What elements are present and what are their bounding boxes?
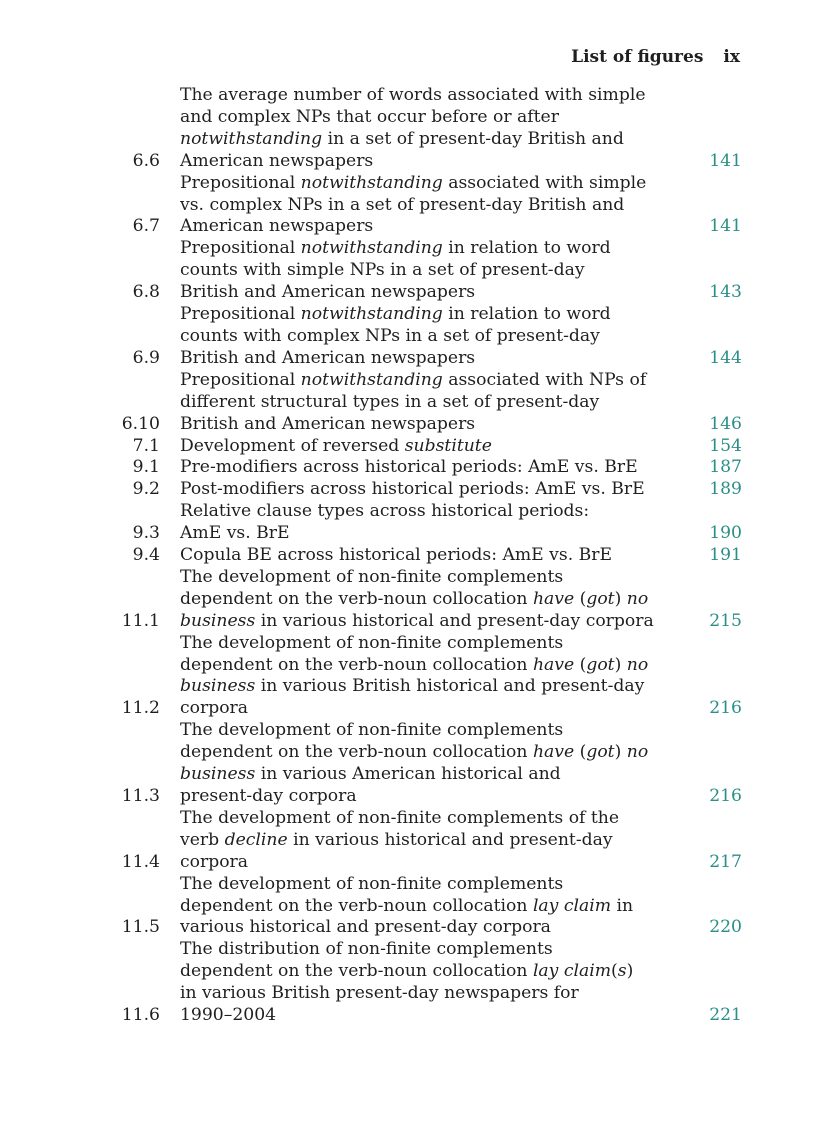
italic-term: have: [532, 654, 575, 675]
title-text: ): [614, 654, 627, 675]
figure-title-line: [180, 786, 642, 808]
figure-title-line: [180, 633, 642, 655]
figure-entry: [110, 874, 742, 940]
figure-title-line: [180, 567, 642, 589]
figure-page-number: 191: [709, 545, 742, 566]
italic-term: have: [532, 588, 575, 609]
figure-number: 11.6: [121, 1005, 160, 1026]
figure-number: 6.9: [132, 347, 160, 368]
title-text: (: [574, 742, 587, 763]
title-text: dependent on the verb-noun collocation: [180, 742, 533, 763]
title-text: The development of non-finite complements of the: [180, 807, 620, 828]
figure-page-number: 217: [709, 851, 742, 872]
title-text: in: [611, 895, 634, 916]
title-text: in relation to word: [442, 304, 611, 325]
title-text: present-day corpora: [180, 786, 357, 806]
title-text: dependent on the verb-noun collocation: [180, 961, 533, 982]
figure-title: [180, 545, 642, 567]
figure-entry: [110, 567, 742, 633]
figure-page-number: 141: [709, 216, 742, 237]
italic-term: got: [586, 742, 615, 763]
figure-number: 6.7: [132, 216, 160, 237]
italic-term: s: [617, 961, 627, 982]
title-text: corpora: [180, 698, 249, 719]
title-text: The development of non-finite complements: [180, 632, 564, 653]
figure-title-line: [180, 830, 642, 852]
italic-term: got: [586, 654, 615, 675]
figure-page-number: 146: [709, 413, 742, 434]
title-text: in relation to word: [442, 238, 611, 259]
list-of-figures: [110, 85, 742, 1027]
figure-title-line: [180, 1005, 642, 1027]
figure-title-line: [180, 676, 645, 698]
figure-number: 6.10: [121, 413, 160, 434]
title-text: American newspapers: [180, 216, 374, 237]
title-text: Prepositional: [180, 238, 301, 259]
italic-term: business: [180, 610, 256, 631]
title-text: British and American newspapers: [180, 347, 476, 368]
figure-entry: [110, 633, 742, 721]
figure-number: 11.1: [121, 610, 160, 631]
figure-title-line: [180, 216, 642, 238]
figure-number: 9.2: [132, 479, 160, 500]
title-text: ): [614, 742, 627, 763]
title-text: Prepositional: [180, 304, 301, 325]
figure-page-number: 216: [709, 786, 742, 806]
figure-number: 11.2: [121, 698, 160, 719]
figure-title-line: [180, 720, 642, 742]
title-text: in various British historical and present-day: [255, 676, 645, 697]
figure-page-number: 189: [709, 479, 742, 500]
italic-term: no: [626, 588, 649, 609]
title-text: Prepositional: [180, 172, 301, 193]
figure-entry: [110, 238, 742, 304]
figure-title: [180, 939, 642, 1027]
title-text: associated with simple: [442, 172, 647, 193]
figure-title: [180, 632, 649, 721]
title-text: British and American newspapers: [180, 413, 476, 434]
figure-number: 6.6: [132, 150, 160, 171]
italic-term: notwithstanding: [300, 304, 443, 325]
figure-title-line: [180, 852, 642, 874]
figure-entry: [110, 545, 742, 567]
title-text: 1990–2004: [180, 1005, 277, 1026]
figure-number: 9.3: [132, 523, 160, 544]
title-text: Prepositional: [180, 369, 301, 390]
title-text: counts with simple NPs in a set of present-day: [180, 260, 585, 281]
title-text: verb: [180, 829, 225, 850]
figure-title-line: [180, 260, 642, 282]
title-text: in various historical and present-day corpora: [255, 610, 654, 631]
figure-number: 11.3: [121, 786, 160, 806]
figure-title-line: [180, 348, 642, 370]
italic-term: notwithstanding: [300, 369, 443, 390]
figure-title-line: [180, 610, 654, 633]
figure-title: [180, 457, 642, 479]
title-text: vs. complex NPs in a set of present-day British and: [180, 194, 625, 215]
title-text: Relative clause types across historical periods:: [180, 501, 590, 522]
figure-page-number: 141: [709, 150, 742, 171]
figure-page-number: 154: [709, 435, 742, 456]
figure-entry: [110, 479, 742, 501]
italic-term: notwithstanding: [300, 172, 443, 193]
figure-title: [180, 479, 645, 501]
title-text: The average number of words associated with simple: [180, 85, 646, 105]
italic-term: no: [626, 742, 649, 763]
title-text: in various American historical and: [255, 764, 561, 785]
figure-title-line: [180, 238, 642, 260]
figure-title-line: [180, 369, 647, 392]
title-text: ): [614, 588, 627, 609]
figure-title: [180, 720, 649, 808]
figure-title-line: [180, 414, 642, 436]
title-text: dependent on the verb-noun collocation: [180, 895, 533, 916]
figure-title-line: [180, 392, 642, 414]
title-text: different structural types in a set of present-day: [180, 391, 600, 412]
figure-title: [180, 874, 642, 940]
figure-title: [180, 238, 642, 304]
figure-title-line: [180, 588, 649, 611]
title-text: in various historical and present-day: [287, 829, 613, 850]
figure-title-line: [180, 742, 649, 764]
title-text: The development of non-finite complements: [180, 566, 564, 587]
italic-term: got: [586, 588, 615, 609]
page-folio: ix: [723, 47, 740, 67]
figure-title-line: [180, 457, 642, 479]
figure-title-line: [180, 195, 642, 217]
title-text: in various British present-day newspapers for: [180, 983, 579, 1004]
figure-title-line: [180, 545, 642, 567]
italic-term: lay claim: [532, 895, 612, 916]
title-text: associated with NPs of: [442, 369, 647, 390]
figure-title-line: [180, 808, 642, 830]
figure-title-line: [180, 983, 642, 1005]
figure-title: [180, 436, 642, 458]
italic-term: have: [532, 742, 575, 763]
figure-title-line: [180, 107, 642, 129]
figure-title: [180, 808, 642, 874]
figure-title-line: [180, 874, 642, 896]
title-text: AmE vs. BrE: [180, 523, 290, 544]
title-text: The distribution of non-finite complements: [180, 939, 553, 960]
title-text: ): [626, 961, 634, 982]
figure-entry: [110, 939, 742, 1027]
figure-page-number: 215: [709, 610, 742, 631]
figure-number: 7.1: [132, 435, 160, 456]
italic-term: business: [180, 676, 256, 697]
title-text: (: [574, 588, 587, 609]
title-text: American newspapers: [180, 150, 374, 171]
running-head: [571, 47, 740, 67]
figure-entry: [110, 304, 742, 370]
figure-entry: [110, 370, 742, 436]
figure-number: 9.1: [132, 457, 160, 478]
figure-title-line: [180, 523, 642, 545]
title-text: Development of reversed: [180, 435, 405, 456]
title-text: Pre-modifiers across historical periods: AmE vs. BrE: [180, 457, 638, 478]
title-text: The development of non-finite complements: [180, 720, 564, 741]
figure-page-number: 143: [709, 282, 742, 303]
figure-title-line: [180, 129, 642, 151]
figure-title-line: [180, 479, 645, 501]
italic-term: notwithstanding: [180, 128, 323, 149]
figure-entry: [110, 436, 742, 458]
figure-number: 6.8: [132, 282, 160, 303]
figure-title: [180, 369, 647, 436]
figure-title: [180, 566, 654, 633]
figure-title-line: [180, 172, 647, 195]
italic-term: lay claim: [532, 961, 612, 982]
figure-title-line: [180, 896, 642, 918]
figure-number: 11.4: [121, 851, 160, 872]
title-text: (: [574, 654, 587, 675]
figure-entry: [110, 808, 742, 874]
title-text: corpora: [180, 851, 249, 872]
figure-title: [180, 501, 642, 545]
figure-title-line: [180, 501, 642, 523]
figure-title-line: [180, 282, 642, 304]
figure-page-number: 220: [709, 917, 742, 938]
italic-term: decline: [224, 829, 288, 850]
figure-title-line: [180, 151, 642, 173]
figure-number: 11.5: [121, 917, 160, 938]
figure-title-line: [180, 326, 642, 348]
title-text: dependent on the verb-noun collocation: [180, 654, 533, 675]
figure-title: [180, 304, 642, 370]
figure-page-number: 221: [709, 1005, 742, 1026]
title-text: British and American newspapers: [180, 282, 476, 303]
title-text: counts with complex NPs in a set of present-day: [180, 325, 600, 346]
figure-entry: [110, 457, 742, 479]
italic-term: no: [626, 654, 649, 675]
figure-title-line: [180, 764, 642, 786]
figure-entry: [110, 501, 742, 545]
figure-title-line: [180, 654, 649, 677]
figure-number: 9.4: [132, 545, 160, 566]
title-text: various historical and present-day corpora: [180, 917, 551, 938]
italic-term: substitute: [404, 435, 492, 456]
figure-entry: [110, 173, 742, 239]
running-head-title: List of figures: [571, 47, 704, 67]
figure-entry: [110, 720, 742, 808]
figure-title-line: [180, 917, 642, 939]
title-text: and complex NPs that occur before or after: [180, 106, 559, 127]
figure-page-number: 187: [709, 457, 742, 478]
figure-title-line: [180, 436, 642, 458]
title-text: dependent on the verb-noun collocation: [180, 588, 533, 609]
figure-title-line: [180, 698, 642, 720]
title-text: (: [611, 961, 618, 982]
figure-title-line: [180, 961, 642, 983]
title-text: Post-modifiers across historical periods: AmE vs. BrE: [180, 479, 645, 500]
figure-entry: [110, 85, 742, 173]
figure-title-line: [180, 304, 642, 326]
figure-page-number: 144: [709, 347, 742, 368]
figure-page-number: 216: [709, 698, 742, 719]
figure-title: [180, 172, 647, 239]
figure-title-line: [180, 939, 642, 961]
figure-page-number: 190: [709, 523, 742, 544]
title-text: The development of non-finite complements: [180, 873, 564, 894]
figure-title-line: [180, 85, 646, 107]
title-text: in a set of present-day British and: [322, 128, 624, 149]
italic-term: business: [180, 764, 256, 785]
title-text: Copula BE across historical periods: AmE vs. BrE: [180, 545, 613, 566]
figure-title: [180, 85, 646, 173]
italic-term: notwithstanding: [300, 238, 443, 259]
